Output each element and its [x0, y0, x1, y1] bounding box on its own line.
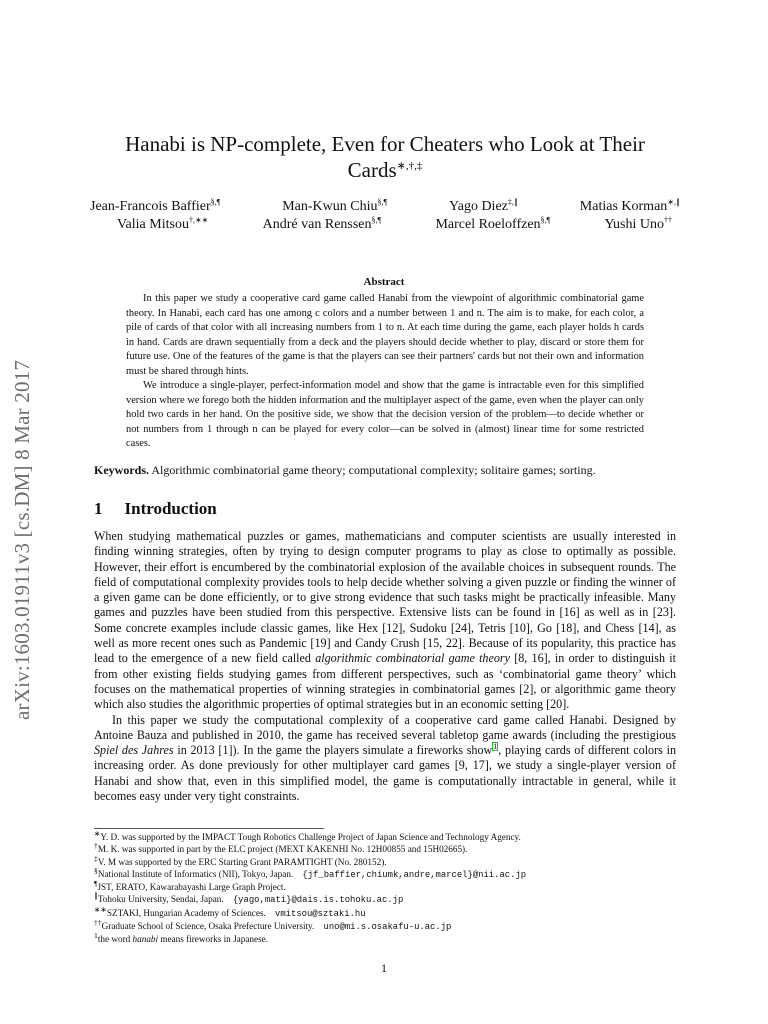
body-text: ], Sudoku [ [398, 620, 455, 635]
footnote [94, 843, 694, 855]
footnote-mark: ∗ [94, 828, 101, 838]
body-text: ], or algorithmic game theory which also studies the algorithmic properties of optimal strategies but in an economic setting [ [94, 681, 676, 712]
author [263, 216, 382, 234]
citation-link[interactable]: 18 [560, 620, 573, 635]
body-text: ], and Chess [ [572, 620, 643, 635]
footnote [94, 881, 694, 893]
citation-link[interactable]: 16 [563, 605, 576, 620]
footnote-mark: †† [94, 918, 102, 928]
author-name: Man-Kwun Chiu [282, 199, 378, 214]
body-text: When studying mathematical puzzles or games, mathematicians and computer scientists are usually interested in finding winning strategies, often by trying to design computer programs to play as close to optimally as possible. However, their effort is encumbered by the combinatorial explosion of the available choices in subsequent rounds. The field of computational complexity provides tools to help decide whether solving a given puzzle or finding the winner of a given game can be done efficiently, or to give strong evidence that such tasks might be practically infeasible. Many games and puzzles have been studied from this perspective. Extensive lists can be found in [ [94, 529, 676, 620]
author-affiliation-marks[interactable]: §,¶ [377, 197, 388, 207]
abstract-paragraph: We introduce a single-player, perfect-information model and show that the game is intractable even for this simplified version where we forego both the hidden information and the multiplayer aspect of the game, even when the player can only hold two cards in her hand. On the positive side, we show that the decision version of the problem—to decide whether or not numbers from 1 through n can be played for every color—can be solved in (almost) linear time for some restricted cases. [126, 380, 644, 449]
citation-link[interactable]: 9, 17 [458, 758, 485, 773]
author-list [90, 198, 680, 234]
footnote-mark: ¶ [94, 879, 98, 889]
citation-link[interactable]: 12 [386, 620, 399, 635]
author-affiliation-marks[interactable]: †,∗∗ [188, 215, 209, 225]
citation-link[interactable]: 8, 16 [518, 651, 544, 666]
arxiv-stamp-margin [6, 0, 46, 1024]
author-affiliation-marks[interactable]: ‡,∥ [507, 197, 518, 207]
footnote-mark: ∥ [94, 891, 98, 901]
body-text: ], we study a single-player version of Hanabi and show that, even in this simplified model, the game is computationally intractable in general, while it becomes easy under very tight constraints. [94, 758, 677, 804]
keywords-label: Keywords. [94, 463, 149, 477]
author [282, 198, 387, 216]
body-text: [ [509, 651, 519, 666]
email-address[interactable]: vmitsou@sztaki.hu [275, 908, 366, 919]
footnote-text: Tohoku University, Sendai, Japan. [97, 894, 224, 905]
footnotes [94, 828, 694, 946]
body-text: ]. Some concrete examples include classic games, like Hex [ [94, 605, 676, 635]
author-affiliation-marks[interactable]: §,¶ [371, 215, 382, 225]
body-text: , playing cards of different colors in increasing order. As done previously for other multiplayer card games [ [94, 743, 676, 773]
abstract [126, 292, 644, 452]
intro-paragraph-1 [94, 529, 676, 713]
emphasized-term: hanabi [132, 934, 159, 945]
footnote-text: JST, ERATO, Kawarabayashi Large Graph Project. [97, 882, 286, 893]
footnote-mark: ∗∗ [94, 904, 107, 914]
emphasized-term: Spiel des Jahres [94, 743, 174, 758]
footnote-rule [94, 828, 324, 829]
citation-link[interactable]: 19 [314, 636, 327, 651]
page-number: 1 [381, 961, 387, 975]
email-address[interactable]: {yago,mati}@dais.is.tohoku.ac.jp [232, 895, 404, 906]
author-name: Matias Korman [579, 199, 668, 214]
author-affiliation-marks[interactable]: §,¶ [540, 215, 551, 225]
author-affiliation-marks[interactable]: ∗,∥ [667, 197, 680, 207]
author-name: Yago Diez [449, 199, 508, 214]
citation-link[interactable]: 2 [523, 681, 530, 696]
intro-paragraph-2 [94, 713, 676, 805]
footnote [94, 893, 694, 906]
section-number: 1 [94, 499, 103, 518]
author-name: Marcel Roeloffzen [435, 217, 541, 232]
title-text: Hanabi is NP-complete, Even for Cheaters who Look at Their Cards [125, 132, 645, 182]
paper-title [95, 131, 675, 183]
body-text: ], Go [ [525, 620, 561, 635]
body-text: ], as well as more recent ones such as Pandemic [ [94, 620, 677, 651]
citation-link[interactable]: 1 [222, 743, 229, 758]
footnote [94, 865, 694, 881]
body-text: ]). In the game the players simulate a fireworks show [228, 743, 493, 758]
citation-link[interactable]: 10 [513, 620, 526, 635]
footnote-mark: ‡ [94, 853, 98, 863]
footnote-mark: § [94, 865, 98, 875]
citation-link[interactable]: 24 [454, 620, 468, 635]
footnote-text: means fireworks in Japanese. [158, 934, 269, 945]
section-heading [94, 499, 217, 519]
footnote-mark: † [94, 841, 98, 851]
body-text: ] as well as in [ [575, 605, 657, 620]
author-affiliation-marks[interactable]: §,¶ [210, 197, 221, 207]
email-address[interactable]: uno@mi.s.osakafu-u.ac.jp [323, 922, 452, 933]
body-text: ]. [562, 697, 570, 712]
body-text: ], in order to distinguish it from other existing fields studying games from different perspectives, such as ‘combinatorial game theory’ which focuses on the mathematical properties of winning strategies in combinatorial games [ [94, 651, 676, 696]
author-row-2 [90, 216, 680, 234]
author [435, 216, 550, 234]
citation-link[interactable]: 14 [642, 620, 655, 635]
author-affiliation-marks[interactable]: †† [663, 215, 672, 225]
citation-link[interactable]: 20 [550, 697, 563, 712]
email-address[interactable]: {jf_baffier,chiumk,andre,marcel}@nii.ac.jp [302, 869, 527, 880]
keywords [94, 463, 684, 478]
citation-link[interactable]: 23 [656, 605, 669, 620]
footnote [94, 933, 694, 945]
body-text: In this paper we study the computational complexity of a cooperative card game called Hanabi. Designed by Antoine Bauza and published in 2010, the game has received several tabletop game awards (including the prestigious [94, 712, 676, 742]
author [580, 198, 680, 216]
author-name: Jean-Francois Baffier [90, 199, 211, 214]
footnote-text: V. M was supported by the ERC Starting Grant PARAMTIGHT (No. 280152). [97, 856, 387, 867]
section-title: Introduction [124, 499, 217, 518]
body-text: ]. Because of its popularity, this practice has lead to the emergence of a new field called [94, 636, 676, 666]
footnote [94, 904, 694, 920]
footnote-link[interactable]: 1 [493, 742, 498, 752]
arxiv-identifier[interactable]: arXiv:1603.01911v3 [cs.DM] 8 Mar 2017 [10, 359, 34, 720]
footnote [94, 853, 694, 868]
footnote-text: SZTAKI, Hungarian Academy of Sciences. [106, 907, 266, 918]
footnote [94, 920, 694, 933]
section-body [94, 529, 676, 804]
footnote-text: National Institute of Informatics (NII), Tokyo, Japan. [97, 868, 294, 879]
footnote-text: Y. D. was supported by the IMPACT Tough Robotics Challenge Project of Japan Science and Technology Agency. [100, 832, 521, 842]
footnote-text: M. K. was supported in part by the ELC project (MEXT KAKENHI No. 12H00855 and 15H02665). [97, 844, 468, 855]
author [604, 216, 672, 234]
author-name: Valia Mitsou [117, 217, 189, 232]
title-footnote-marks[interactable]: ∗,†,‡ [396, 160, 423, 172]
author-name: André van Renssen [262, 217, 372, 232]
citation-link[interactable]: 15, 22 [427, 636, 458, 651]
footnote-text: the word [97, 934, 133, 945]
author [117, 216, 208, 234]
body-text: ], Tetris [ [467, 620, 514, 635]
abstract-paragraph: In this paper we study a cooperative card game called Hanabi from the viewpoint of algorithmic combinatorial game theory. In Hanabi, each card has one among c colors and a number between 1 and n. The aim is to make, for each color, a pile of cards of that color with all increasing numbers from 1 to n. At each time during the game, each player holds h cards in hand. Cards are drawn sequentially from a deck and the players should decide whether to play, discard or store them for future use. One of the features of the game is that the players can see their partners' cards but not their own and information must be shared through hints. [126, 293, 644, 377]
abstract-heading: Abstract [363, 276, 405, 288]
author-row-1 [90, 198, 680, 216]
author [449, 198, 518, 216]
author [90, 198, 220, 216]
keywords-text: Algorithmic combinatorial game theory; computational complexity; solitaire games; sorting. [151, 463, 596, 477]
footnote [94, 828, 694, 843]
footnote-text: Graduate School of Science, Osaka Prefecture University. [101, 921, 315, 932]
body-text: ] and Candy Crush [ [326, 636, 428, 651]
emphasized-term: algorithmic combinatorial game theory [315, 651, 510, 666]
author-name: Yushi Uno [604, 217, 664, 232]
footnote-mark: 1 [94, 931, 98, 941]
body-text: in 2013 [ [173, 743, 223, 758]
